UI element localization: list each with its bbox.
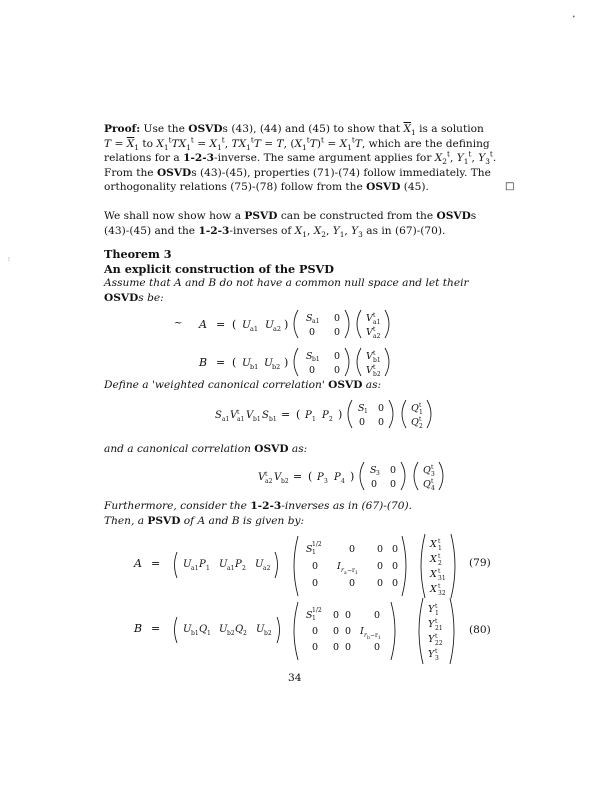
svg-text:4: 4 [341,478,345,485]
svg-text:0: 0 [392,578,399,589]
osvd-equations-a-b [0,306,612,386]
svg-text:32: 32 [438,590,446,597]
svg-text:0: 0 [374,642,381,653]
svg-text:t: t [373,364,376,371]
svg-text:(: ( [232,356,237,369]
intro-paragraph: We shall now show how a PSVD can be constructed from the OSVDs (43)-(45) and the 1-2-3-inverses of $X_1$, $X_2$, $Y_1$, $Y_3$ as in (67)-(70). [104,210,477,239]
svg-text:t: t [419,416,422,423]
svg-text:b1: b1 [253,416,261,423]
svg-text:V: V [366,351,373,362]
svg-text:b1: b1 [191,630,199,637]
svg-text:0: 0 [392,561,399,572]
scan-mark: ⁝ [8,256,10,263]
svg-text:I: I [360,626,364,637]
svg-text:(: ( [308,470,313,483]
svg-text:V: V [258,472,266,483]
svg-text:S: S [370,465,377,476]
svg-text:): ) [284,356,289,369]
svg-text:0: 0 [378,403,385,414]
svg-text:t: t [373,326,376,333]
weighted-osvd-text: Define a 'weighted canonical correlation' OSVD as: [104,379,382,391]
svg-text:b: b [367,636,370,641]
svg-text:3: 3 [431,471,435,478]
svg-text:U: U [255,559,264,570]
svg-text:a2: a2 [373,333,381,340]
svg-text:2: 2 [242,565,246,572]
scan-mark: • [572,14,576,21]
svg-text:S: S [262,410,269,421]
svg-text:Q: Q [411,403,419,414]
svg-text:0: 0 [334,351,341,362]
svg-text:a: a [344,571,347,576]
svg-text:0: 0 [377,561,384,572]
svg-text:t: t [237,409,240,416]
svg-text:0: 0 [371,479,378,490]
svg-text:3: 3 [376,470,380,477]
svg-text:t: t [435,603,438,610]
theorem-assumption: Assume that A and B do not have a common null space and let their OSVDs be: [104,277,469,304]
svg-text:P: P [199,559,206,570]
svg-text:=: = [151,557,161,570]
svg-text:2: 2 [329,416,333,423]
svg-text:Y: Y [428,604,435,615]
svg-text:): ) [284,318,289,331]
svg-text:(: ( [232,318,237,331]
canonical-osvd-equation [0,458,612,498]
svg-text:1/2: 1/2 [312,541,322,548]
svg-text:U: U [264,357,273,369]
svg-text:t: t [431,464,434,471]
svg-text:0: 0 [390,479,397,490]
svg-text:b1: b1 [269,416,277,423]
svg-text:0: 0 [349,544,356,555]
svg-text:Q: Q [411,417,419,428]
svg-text:U: U [183,559,192,570]
svg-text:U: U [242,357,251,369]
svg-text:a1: a1 [250,325,259,333]
svg-text:U: U [219,624,228,635]
svg-text:1: 1 [312,615,316,622]
proof-label: Proof: [104,123,141,135]
svg-text:0: 0 [359,417,366,428]
svg-text:1: 1 [378,636,381,641]
svg-text:b1: b1 [373,357,381,364]
svg-text:U: U [265,319,274,331]
svg-text:Q: Q [423,465,431,476]
svg-text:r: r [341,567,344,574]
svg-text:S: S [306,313,313,324]
svg-text:2: 2 [419,423,423,430]
theorem-title: An explicit construction of the PSVD [104,262,334,276]
equation-number-80: (80) [469,624,491,636]
svg-text:X: X [430,554,437,565]
svg-text:V: V [230,410,238,421]
svg-text:2: 2 [438,560,442,567]
svg-text:V: V [366,327,373,338]
svg-text:Q: Q [423,479,431,490]
svg-text:=: = [281,408,291,421]
svg-text:X: X [430,539,437,550]
svg-text:31: 31 [438,575,446,582]
svg-text:=: = [216,356,226,369]
svg-text:b2: b2 [272,363,281,371]
svg-text:t: t [435,633,438,640]
svg-text:0: 0 [309,327,316,338]
svg-text:a1: a1 [237,416,245,423]
svg-text:1: 1 [355,571,358,576]
svg-text:A: A [134,557,142,570]
svg-text:t: t [435,618,438,625]
svg-text:a1: a1 [227,565,235,572]
svg-text:S: S [358,403,365,414]
svg-text:0: 0 [333,642,340,653]
svg-text:B: B [134,622,143,635]
svg-text:Q: Q [235,624,244,635]
svg-text:b2: b2 [264,630,272,637]
svg-text:0: 0 [312,561,319,572]
svg-text:b2: b2 [373,371,381,378]
svg-text:−r: −r [347,567,355,574]
svg-text:P: P [305,410,312,421]
svg-text:0: 0 [390,465,397,476]
proof-paragraph: Proof: Use the OSVDs (43), (44) and (45) to show that $\overline{X}_1$ is a solution $T = \overline{X}_1$ to $X_1^tTX_1^t = X_1^t$, $TX_1^tT = T$, $(X_1^tT)^t = X_1^tT$, which are the defining relations for a 1-2-3-inverse. The same argument applies for $X_2^t$, $Y_1^t$, $Y_3^t$. From the OSVDs (43)-(45), properties (71)-(74) follow immediately. The orthogonality relations (75)-(78) follow from the OSVD (45). [104,123,497,193]
svg-text:): ) [350,470,355,483]
svg-text:0: 0 [374,610,381,621]
svg-text:V: V [366,365,373,376]
svg-text:a1: a1 [373,319,381,326]
svg-text:): ) [338,408,343,421]
equation-number-79: (79) [469,557,491,569]
svg-text:0: 0 [309,365,316,376]
svg-text:a2: a2 [263,565,271,572]
svg-text:0: 0 [345,626,352,637]
svg-text:t: t [373,350,376,357]
svg-text:0: 0 [312,626,319,637]
equation-80 [0,594,612,670]
svg-text:P: P [334,472,341,483]
svg-text:t: t [419,402,422,409]
svg-text:1/2: 1/2 [312,607,322,614]
svg-text:U: U [183,624,192,635]
svg-text:t: t [438,538,441,545]
svg-text:21: 21 [435,625,443,632]
svg-text:a1: a1 [222,416,230,423]
svg-text:A: A [199,318,207,331]
svg-text:1: 1 [206,565,210,572]
svg-text:P: P [317,472,324,483]
svg-text:S: S [306,544,313,555]
svg-text:1: 1 [312,416,316,423]
svg-text:S: S [215,410,222,421]
svg-text:S: S [306,351,313,362]
svg-text:1: 1 [435,610,439,617]
svg-text:3: 3 [324,478,328,485]
svg-text:a2: a2 [273,325,282,333]
svg-text:Y: Y [428,634,435,645]
svg-text:B: B [199,356,208,369]
svg-text:V: V [246,410,254,421]
svg-text:0: 0 [334,313,341,324]
svg-text:0: 0 [377,544,384,555]
svg-text:P: P [322,410,329,421]
weighted-osvd-equation [0,396,612,436]
svg-text:t: t [438,568,441,575]
svg-text:4: 4 [431,485,435,492]
svg-text:a1: a1 [312,318,320,325]
svg-text:U: U [242,319,251,331]
svg-text:0: 0 [312,642,319,653]
svg-text:1: 1 [419,409,423,416]
svg-text:a2: a2 [265,478,273,485]
svg-text:t: t [265,471,268,478]
svg-text:0: 0 [349,578,356,589]
svg-text:0: 0 [345,610,352,621]
svg-text:Y: Y [428,619,435,630]
svg-text:t: t [431,478,434,485]
svg-text:0: 0 [378,417,385,428]
svg-text:0: 0 [334,365,341,376]
svg-text:a1: a1 [191,565,199,572]
svg-text:=: = [216,318,226,331]
svg-text:~: ~ [174,318,183,329]
svg-text:I: I [337,561,341,572]
svg-text:b1: b1 [250,363,259,371]
canonical-osvd-text: and a canonical correlation OSVD as: [104,443,308,455]
svg-text:22: 22 [435,640,443,647]
svg-text:t: t [435,648,438,655]
svg-text:1: 1 [438,545,442,552]
svg-text:S: S [306,610,313,621]
svg-text:3: 3 [435,655,439,662]
theorem-number: Theorem 3 [104,247,172,261]
svg-text:X: X [430,584,437,595]
svg-text:−r: −r [370,632,378,639]
page-number: 34 [288,672,302,684]
qed-symbol: □ [505,181,515,192]
svg-text:V: V [366,313,373,324]
svg-text:P: P [235,559,242,570]
svg-text:0: 0 [392,544,399,555]
svg-text:=: = [293,470,303,483]
svg-text:U: U [219,559,228,570]
svg-text:0: 0 [333,626,340,637]
svg-text:r: r [364,632,367,639]
furthermore-text: Furthermore, consider the 1-2-3-inverses as in (67)-(70). Then, a PSVD of A and B is given by: [104,500,412,527]
svg-text:0: 0 [345,642,352,653]
svg-text:0: 0 [312,578,319,589]
svg-text:Y: Y [428,649,435,660]
svg-text:t: t [373,312,376,319]
svg-text:Q: Q [199,624,208,635]
svg-text:V: V [274,472,282,483]
svg-text:(: ( [296,408,301,421]
svg-text:X: X [430,569,437,580]
svg-text:1: 1 [364,408,368,415]
svg-text:0: 0 [333,610,340,621]
svg-text:1: 1 [312,549,316,556]
svg-text:2: 2 [243,630,247,637]
svg-text:0: 0 [334,327,341,338]
svg-text:t: t [438,553,441,560]
svg-text:b2: b2 [281,478,289,485]
svg-text:b2: b2 [227,630,235,637]
svg-text:1: 1 [207,630,211,637]
svg-text:U: U [256,624,265,635]
svg-text:=: = [151,622,161,635]
svg-text:t: t [438,583,441,590]
svg-text:b1: b1 [312,356,320,363]
svg-text:0: 0 [377,578,384,589]
